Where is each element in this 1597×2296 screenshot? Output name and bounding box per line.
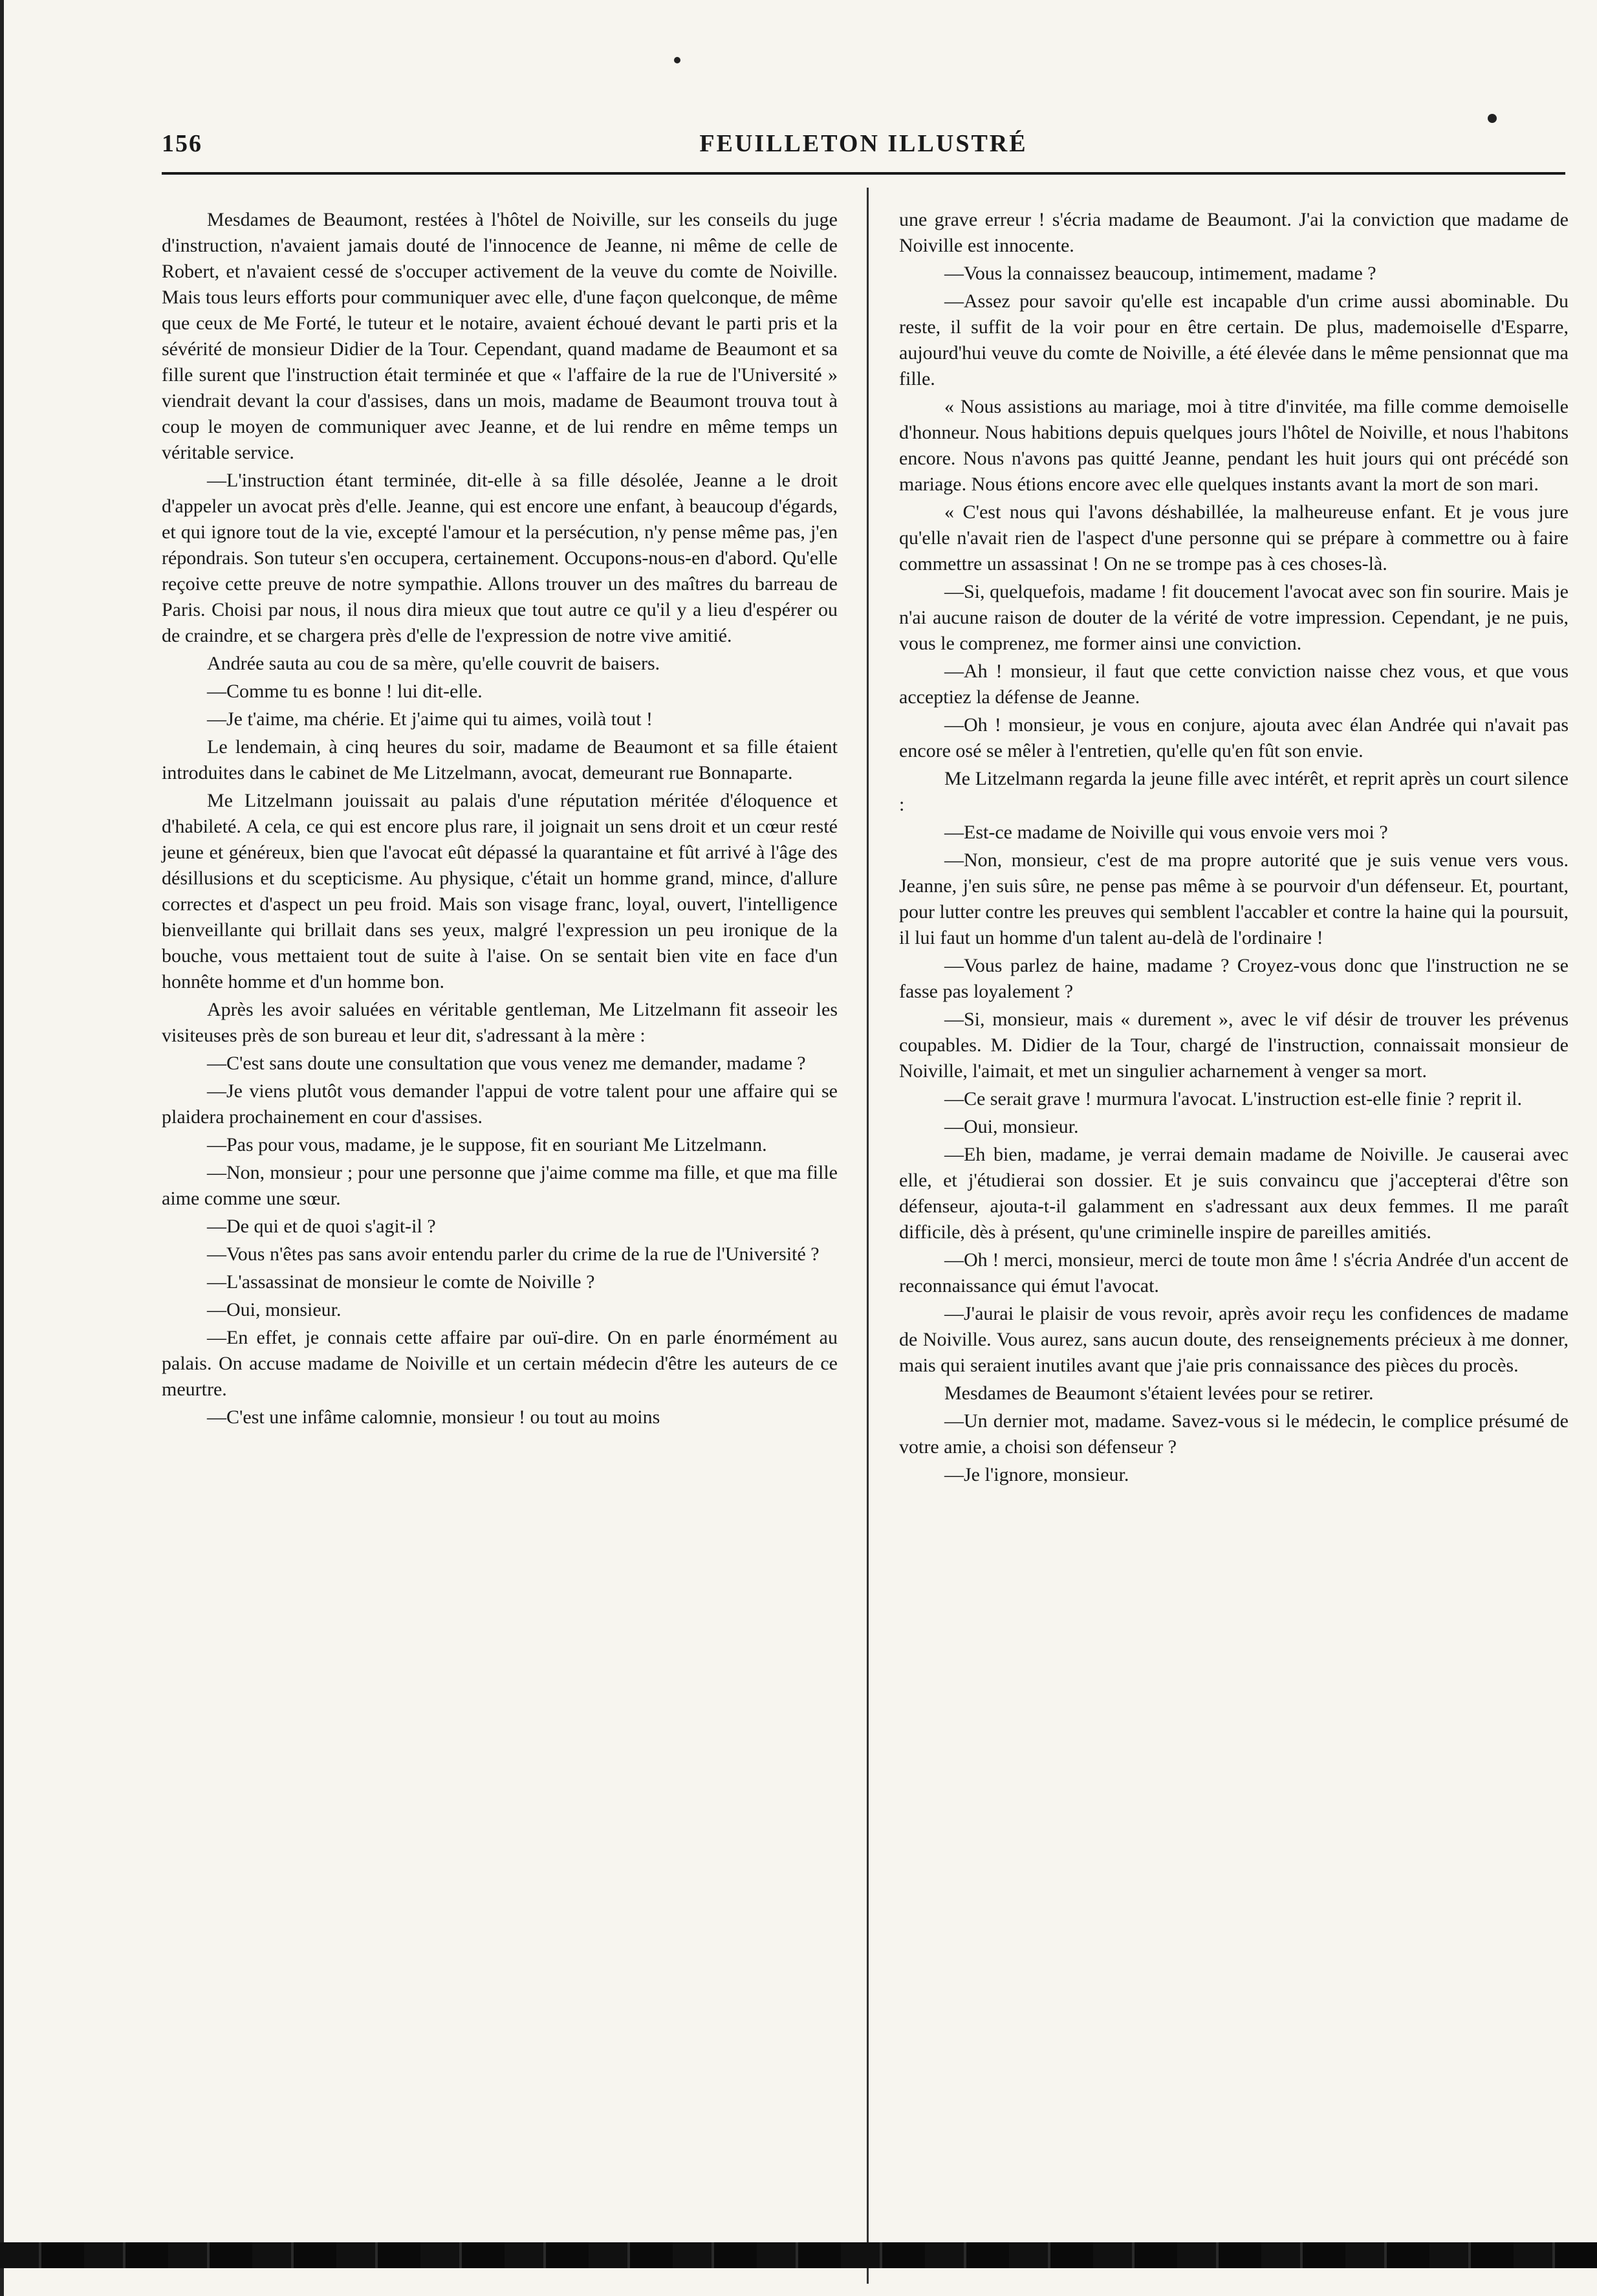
paragraph: —Vous la connaissez beaucoup, intimement, madame ?: [944, 263, 1376, 284]
paragraph: « Nous assistions au mariage, moi à titre d'invitée, ma fille comme demoiselle d'honneur. Nous habitions depuis quelques jours l'hôtel de Noiville, et nous l'habitons encore. Nous n'avons pas quitté Jeanne, pendant les huit jours qui ont précédé son mariage. Nous étions encore avec elle quelques instants avant la mort de son mari.: [899, 396, 1569, 495]
print-speck: [674, 57, 680, 63]
print-speck: [1488, 114, 1497, 123]
page-number: 156: [162, 130, 202, 157]
paragraph: —Je l'ignore, monsieur.: [944, 1464, 1129, 1485]
paragraph: « C'est nous qui l'avons déshabillée, la malheureuse enfant. Et je vous jure qu'elle n'avait rien de l'aspect d'une personne qui se prépare à commettre ou à faire commettre un assassinat ! On ne se trompe pas à ces choses-là.: [899, 501, 1569, 574]
paragraph: Me Litzelmann jouissait au palais d'une réputation méritée d'éloquence et d'habileté. A cela, ce qui est encore plus rare, il joignait un sens droit et un cœur resté jeune et généreux, bien que l'avocat eût dépassé la quarantaine et fût arrivé à l'âge des désillusions et du scepticisme. Au physique, c'était un homme grand, mince, d'allure correctes et d'aspect un peu froid. Mais son visage franc, loyal, ouvert, l'intelligence bienveillante qui brillait dans ses yeux, malgré l'expression un peu ironique de la bouche, vous mettaient tout de suite à l'aise. On se sentait bien vite en face d'un honnête homme et d'un homme bon.: [162, 790, 838, 992]
paragraph: une grave erreur ! s'écria madame de Beaumont. J'ai la conviction que madame de Noiville est innocente.: [899, 209, 1569, 256]
page-edge-rule: [0, 0, 4, 2296]
paragraph: Andrée sauta au cou de sa mère, qu'elle couvrit de baisers.: [207, 653, 660, 674]
paragraph: —L'assassinat de monsieur le comte de Noiville ?: [207, 1271, 595, 1293]
scan-edge-band: [0, 2242, 1597, 2268]
paragraph: —Assez pour savoir qu'elle est incapable d'un crime aussi abominable. Du reste, il suffit de la voir pour en être certain. De plus, mademoiselle d'Esparre, aujourd'hui veuve du comte de Noiville, a été élevée dans le même pensionnat que ma fille.: [899, 290, 1569, 389]
running-title: FEUILLETON ILLUSTRÉ: [699, 130, 1028, 157]
paragraph: —Oui, monsieur.: [207, 1299, 342, 1320]
paragraph: —En effet, je connais cette affaire par ouï-dire. On en parle énormément au palais. On accuse madame de Noiville et un certain médecin d'être les auteurs de ce meurtre.: [162, 1327, 838, 1400]
page-header: [162, 129, 1565, 168]
paragraph: —C'est une infâme calomnie, monsieur ! ou tout au moins: [207, 1406, 660, 1428]
header-rule: [162, 172, 1565, 175]
paragraph: —L'instruction étant terminée, dit-elle à sa fille désolée, Jeanne a le droit d'appeler un avocat près d'elle. Jeanne, qui est encore une enfant, à beaucoup d'égards, et qui ignore tout de la vie, excepté l'amour et la persécution, n'y pense même pas, j'en répondrais. Son tuteur s'en occupera, certainement. Occupons-nous-en d'abord. Qu'elle reçoive cette preuve de notre sympathie. Allons trouver un des maîtres du barreau de Paris. Choisi par nous, il nous dira mieux que tout autre ce qu'il y a lieu d'espérer ou de craindre, et se chargera près d'elle de l'expression de notre vive amitié.: [162, 470, 838, 646]
paragraph: Me Litzelmann regarda la jeune fille avec intérêt, et reprit après un court silence :: [899, 768, 1569, 815]
paragraph: —Non, monsieur ; pour une personne que j'aime comme ma fille, et que ma fille aime comme une sœur.: [162, 1162, 838, 1209]
paragraph: —Pas pour vous, madame, je le suppose, fit en souriant Me Litzelmann.: [207, 1134, 767, 1155]
right-column: [899, 207, 1569, 1490]
column-divider: [867, 188, 869, 2284]
paragraph: —Vous n'êtes pas sans avoir entendu parler du crime de la rue de l'Université ?: [207, 1243, 820, 1265]
paragraph: —Vous parlez de haine, madame ? Croyez-vous donc que l'instruction ne se fasse pas loyalement ?: [899, 955, 1569, 1002]
paragraph: —De qui et de quoi s'agit-il ?: [207, 1216, 436, 1237]
paragraph: —Non, monsieur, c'est de ma propre autorité que je suis venue vers vous. Jeanne, j'en suis sûre, ne pense pas même à se pourvoir d'un défenseur. Et, pourtant, pour lutter contre les preuves qui semblent l'accabler et contre la haine qui la poursuit, il lui faut un homme d'un talent au-delà de l'ordinaire !: [899, 849, 1569, 948]
paragraph: —Oui, monsieur.: [944, 1116, 1079, 1137]
paragraph: Après les avoir saluées en véritable gentleman, Me Litzelmann fit asseoir les visiteuses près de son bureau et leur dit, s'adressant à la mère :: [162, 999, 838, 1046]
paragraph: —C'est sans doute une consultation que vous venez me demander, madame ?: [207, 1053, 806, 1074]
paragraph: —Si, monsieur, mais « durement », avec le vif désir de trouver les prévenus coupables. M. Didier de la Tour, chargé de l'instruction, connaissait monsieur de Noiville, l'aimait, et met un singulier acharnement à venger sa mort.: [899, 1009, 1569, 1082]
paragraph: —Si, quelquefois, madame ! fit doucement l'avocat avec son fin sourire. Mais je n'ai aucune raison de douter de la vérité de votre impression. Cependant, je ne puis, vous le comprenez, me former ainsi une conviction.: [899, 581, 1569, 654]
paragraph: —Oh ! merci, monsieur, merci de toute mon âme ! s'écria Andrée d'un accent de reconnaissance qui émut l'avocat.: [899, 1249, 1569, 1296]
paragraph: —J'aurai le plaisir de vous revoir, après avoir reçu les confidences de madame de Noiville. Vous aurez, sans aucun doute, des renseignements précieux à me donner, mais qui seraient inutiles avant que j'aie pris connaissance des pièces du procès.: [899, 1303, 1569, 1376]
paragraph: Mesdames de Beaumont, restées à l'hôtel de Noiville, sur les conseils du juge d'instruction, n'avaient jamais douté de l'innocence de Jeanne, ni même de celle de Robert, et n'avaient cessé de s'occuper activement de la veuve du comte de Noiville. Mais tous leurs efforts pour communiquer avec elle, d'une façon quelconque, de même que ceux de Me Forté, le tuteur et le notaire, avaient échoué devant le parti pris et la sévérité de monsieur Didier de la Tour. Cependant, quand madame de Beaumont et sa fille surent que l'instruction était terminée et que « l'affaire de la rue de l'Université » viendrait devant la cour d'assises, dans un mois, madame de Beaumont trouva tout à coup le moyen de communiquer avec Jeanne, et de lui rendre en même temps un véritable service.: [162, 209, 838, 463]
paragraph: Le lendemain, à cinq heures du soir, madame de Beaumont et sa fille étaient introduites dans le cabinet de Me Litzelmann, avocat, demeurant rue Bonnaparte.: [162, 736, 838, 783]
paragraph: —Je t'aime, ma chérie. Et j'aime qui tu aimes, voilà tout !: [207, 708, 653, 730]
paragraph: —Un dernier mot, madame. Savez-vous si le médecin, le complice présumé de votre amie, a choisi son défenseur ?: [899, 1410, 1569, 1458]
left-column: [162, 207, 838, 1432]
paragraph: —Ah ! monsieur, il faut que cette conviction naisse chez vous, et que vous acceptiez la défense de Jeanne.: [899, 661, 1569, 708]
paragraph: —Oh ! monsieur, je vous en conjure, ajouta avec élan Andrée qui n'avait pas encore osé se mêler à l'entretien, qu'elle qu'en fût son envie.: [899, 714, 1569, 761]
paragraph: —Eh bien, madame, je verrai demain madame de Noiville. Je causerai avec elle, et j'étudierai son dossier. Et je suis convaincu que j'accepterai d'être son défenseur, ajouta-t-il galamment en s'adressant aux deux femmes. Il me paraît difficile, dès à présent, qu'une criminelle inspire de pareilles amitiés.: [899, 1144, 1569, 1243]
paragraph: —Est-ce madame de Noiville qui vous envoie vers moi ?: [944, 822, 1388, 843]
paragraph: —Ce serait grave ! murmura l'avocat. L'instruction est-elle finie ? reprit il.: [944, 1088, 1522, 1110]
paragraph: Mesdames de Beaumont s'étaient levées pour se retirer.: [944, 1383, 1374, 1404]
paragraph: —Je viens plutôt vous demander l'appui de votre talent pour une affaire qui se plaidera prochainement en cour d'assises.: [162, 1080, 838, 1128]
paragraph: —Comme tu es bonne ! lui dit-elle.: [207, 681, 483, 702]
